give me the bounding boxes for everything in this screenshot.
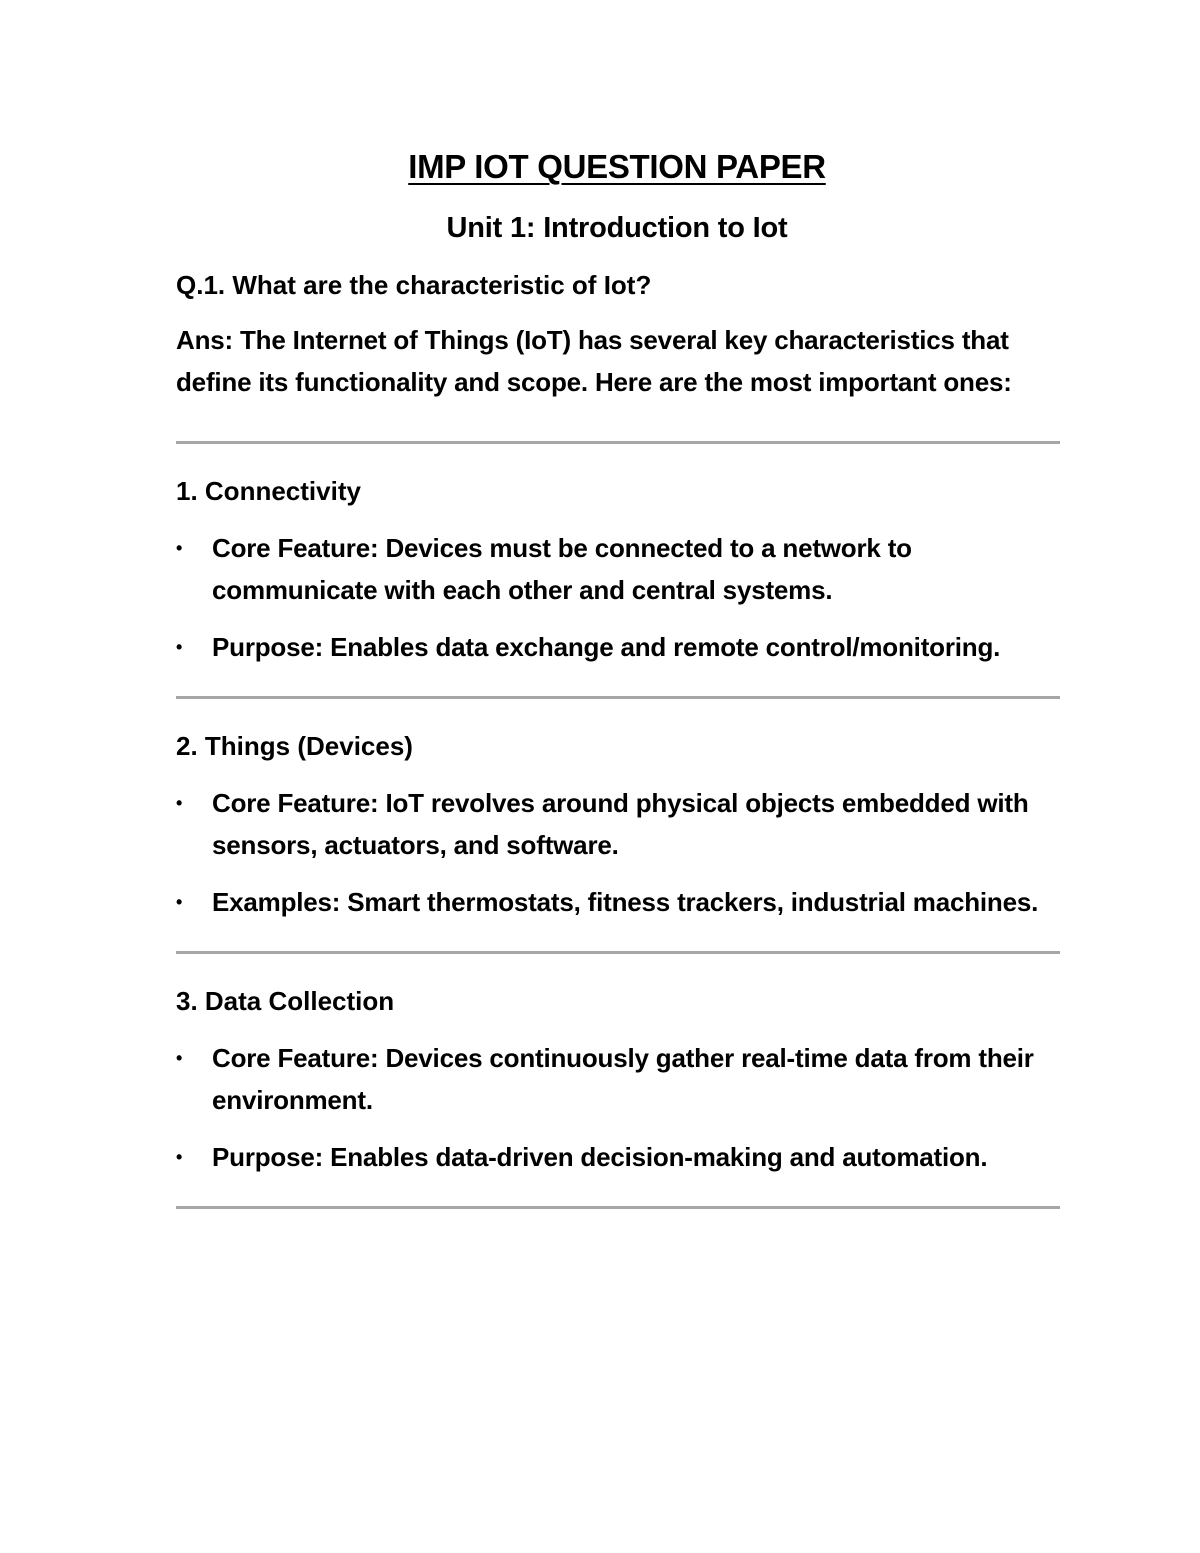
bullet-item [176, 626, 1058, 668]
bullet-text: Core Feature: IoT revolves around physical objects embedded with sensors, actuators, and software. [212, 788, 1029, 860]
document-title: IMP IOT QUESTION PAPER [408, 148, 826, 185]
bullet-icon: • [176, 892, 183, 912]
bullet-item [176, 1136, 1058, 1178]
section-things [176, 728, 1058, 923]
bullet-item [176, 1037, 1058, 1121]
bullet-icon: • [176, 1048, 183, 1068]
answer-text: Ans: The Internet of Things (IoT) has several key characteristics that define its functionality and scope. Here are the most important ones: [176, 325, 1012, 397]
unit-title: Unit 1: Introduction to Iot [446, 212, 788, 244]
section-divider [176, 696, 1060, 699]
bullet-text: Core Feature: Devices must be connected to a network to communicate with each other and central systems. [212, 533, 912, 605]
bullet-list [176, 1037, 1058, 1178]
question-text: Q.1. What are the characteristic of Iot? [176, 270, 652, 300]
bullet-icon: • [176, 793, 183, 813]
section-heading: 1. Connectivity [176, 476, 361, 506]
section-connectivity [176, 473, 1058, 668]
bullet-list [176, 782, 1058, 923]
bullet-item [176, 881, 1058, 923]
bullet-item [176, 782, 1058, 866]
bullet-icon: • [176, 538, 183, 558]
bullet-text: Examples: Smart thermostats, fitness trackers, industrial machines. [212, 887, 1039, 917]
bullet-text: Purpose: Enables data-driven decision-making and automation. [212, 1142, 988, 1172]
section-divider [176, 441, 1060, 444]
bullet-item [176, 527, 1058, 611]
section-heading: 3. Data Collection [176, 986, 395, 1016]
section-divider [176, 1206, 1060, 1209]
bullet-text: Core Feature: Devices continuously gather real-time data from their environment. [212, 1043, 1034, 1115]
bullet-icon: • [176, 1147, 183, 1167]
section-data-collection [176, 983, 1058, 1178]
bullet-list [176, 527, 1058, 668]
bullet-text: Purpose: Enables data exchange and remote control/monitoring. [212, 632, 1001, 662]
section-divider [176, 951, 1060, 954]
bullet-icon: • [176, 637, 183, 657]
section-heading: 2. Things (Devices) [176, 731, 413, 761]
